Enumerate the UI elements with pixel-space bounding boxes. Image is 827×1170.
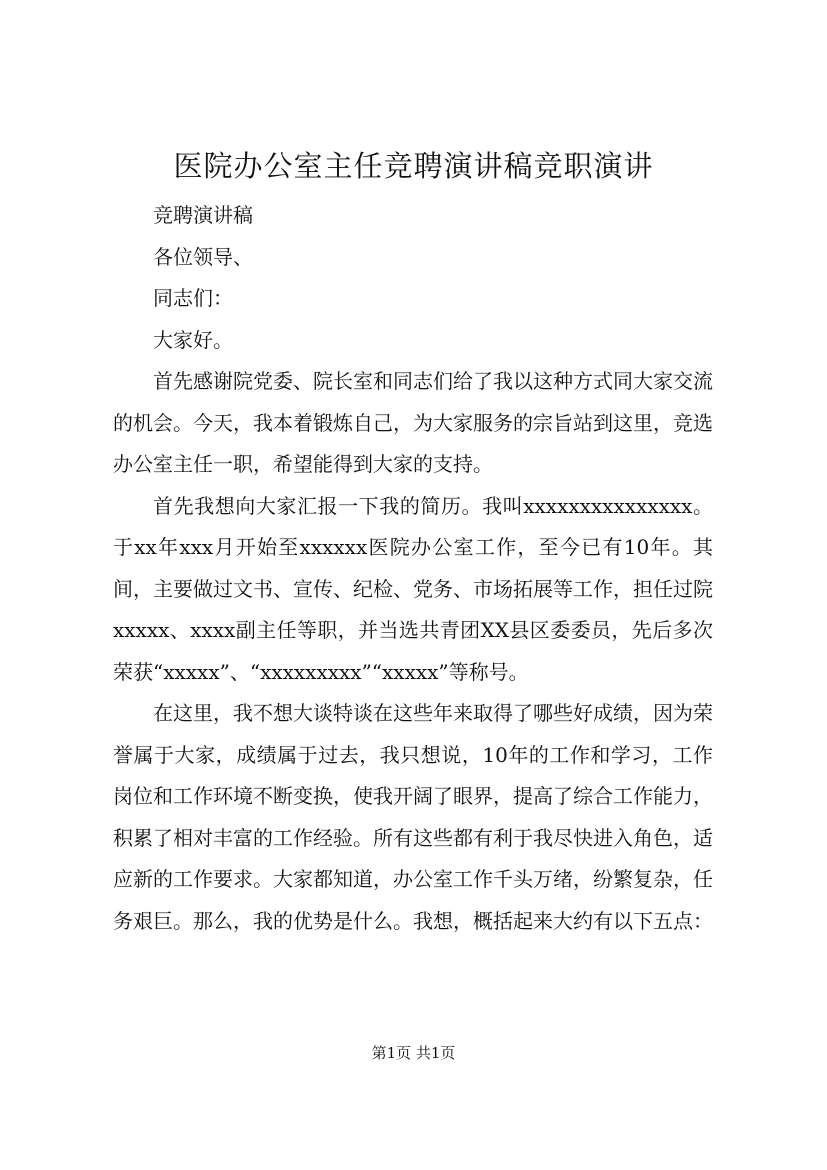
greeting-paragraph: 大家好。	[153, 327, 233, 352]
salutation-leaders: 各位领导、	[153, 244, 253, 269]
document-title: 医院办公室主任竞聘演讲稿竞职演讲	[173, 149, 654, 183]
strengths-paragraph: 在这里，我不想大谈特谈在这些年来取得了哪些好成绩，因为荣誉属于大家，成绩属于过去，我只想说，10年的工作和学习，工作岗位和工作环境不断变换，使我开阔了眼界，提高了综合工作能力，积累了相对丰富的工作经验。所有这些都有利于我尽快进入角色，适应新的工作要求。大家都知道，办公室工作千头万绪，纷繁复杂，任务艰巨。那么，我的优势是什么。我想，概括起来大约有以下五点：	[113, 701, 713, 933]
salutation-comrades: 同志们：	[153, 286, 233, 310]
resume-paragraph: 首先我想向大家汇报一下我的简历。我叫xxxxxxxxxxxxxxx。于xx年xxx月开始至xxxxxx医院办公室工作，至今已有10年。其间，主要做过文书、宣传、纪检、党务、市场拓展等工作，担任过院xxxxx、xxxx副主任等职，并当选共青团XX县区委委员，先后多次荣获“xxxxx”、“xxxxxxxxx”“xxxxx”等称号。	[113, 493, 713, 684]
document-body	[113, 195, 713, 942]
subtitle-paragraph: 竞聘演讲稿	[153, 203, 253, 227]
page-footer: 第1页 共1页	[371, 1044, 456, 1062]
thanks-paragraph: 首先感谢院党委、院长室和同志们给了我以这种方式同大家交流的机会。今天，我本着锻炼自己，为大家服务的宗旨站到这里，竞选办公室主任一职，希望能得到大家的支持。	[113, 369, 713, 476]
